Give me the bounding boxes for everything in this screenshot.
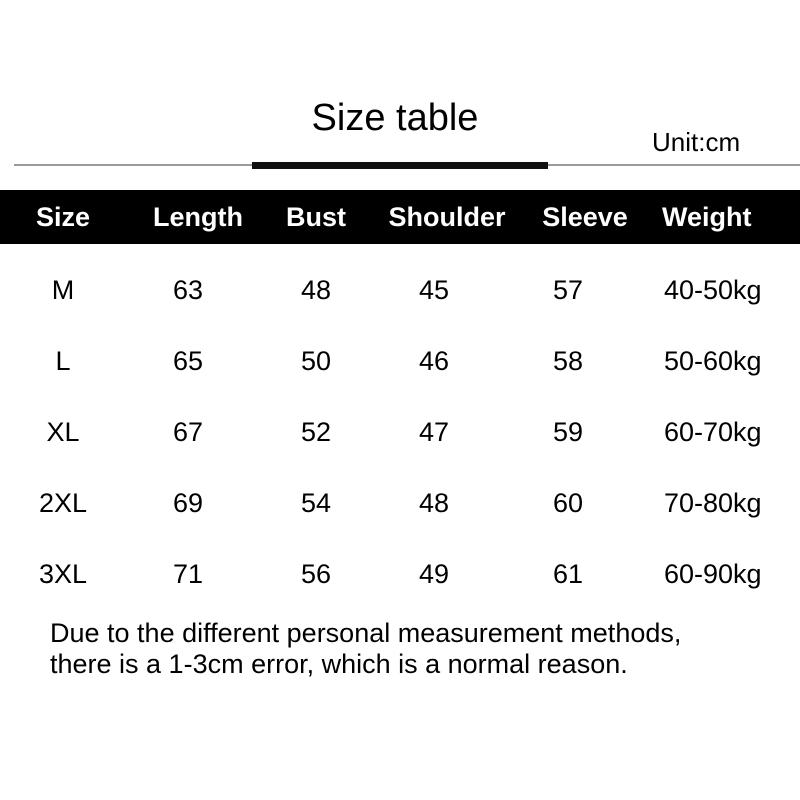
column-header-bust: Bust xyxy=(286,202,346,232)
cell-length: 71 xyxy=(172,559,204,589)
column-header-size: Size xyxy=(35,202,91,232)
cell-length: 63 xyxy=(172,275,204,305)
cell-size: L xyxy=(55,346,71,376)
cell-length: 65 xyxy=(172,346,204,376)
cell-sleeve: 60 xyxy=(552,488,584,518)
column-header-length: Length xyxy=(153,202,243,232)
table-row xyxy=(0,487,800,527)
cell-length: 69 xyxy=(172,488,204,518)
divider-thick-accent xyxy=(252,162,548,169)
note-line-2: there is a 1-3cm error, which is a normal reason. xyxy=(50,649,628,679)
cell-shoulder: 49 xyxy=(418,559,450,589)
note-line-1: Due to the different personal measurement methods, xyxy=(50,618,682,648)
column-header-weight: Weight xyxy=(662,202,752,232)
cell-size: XL xyxy=(46,417,80,447)
cell-size: M xyxy=(51,275,75,305)
table-row xyxy=(0,345,800,385)
table-row xyxy=(0,416,800,456)
cell-shoulder: 47 xyxy=(418,417,450,447)
cell-weight: 40-50kg xyxy=(664,275,762,305)
measurement-note xyxy=(50,618,790,680)
cell-weight: 70-80kg xyxy=(664,488,762,518)
cell-shoulder: 45 xyxy=(418,275,450,305)
cell-shoulder: 48 xyxy=(418,488,450,518)
cell-weight: 50-60kg xyxy=(664,346,762,376)
table-header xyxy=(0,190,800,244)
cell-sleeve: 58 xyxy=(552,346,584,376)
cell-weight: 60-70kg xyxy=(664,417,762,447)
column-header-shoulder: Shoulder xyxy=(388,202,506,232)
cell-bust: 52 xyxy=(300,417,332,447)
cell-weight: 60-90kg xyxy=(664,559,762,589)
column-header-sleeve: Sleeve xyxy=(542,202,628,232)
cell-sleeve: 61 xyxy=(552,559,584,589)
cell-bust: 50 xyxy=(300,346,332,376)
cell-bust: 48 xyxy=(300,275,332,305)
cell-sleeve: 57 xyxy=(552,275,584,305)
table-row xyxy=(0,558,800,598)
cell-sleeve: 59 xyxy=(552,417,584,447)
cell-shoulder: 46 xyxy=(418,346,450,376)
cell-size: 2XL xyxy=(38,488,88,518)
cell-bust: 54 xyxy=(300,488,332,518)
cell-length: 67 xyxy=(172,417,204,447)
cell-size: 3XL xyxy=(38,559,88,589)
unit-label: Unit:cm xyxy=(652,127,741,157)
cell-bust: 56 xyxy=(300,559,332,589)
table-row xyxy=(0,274,800,314)
page-title: Size table xyxy=(311,97,479,139)
